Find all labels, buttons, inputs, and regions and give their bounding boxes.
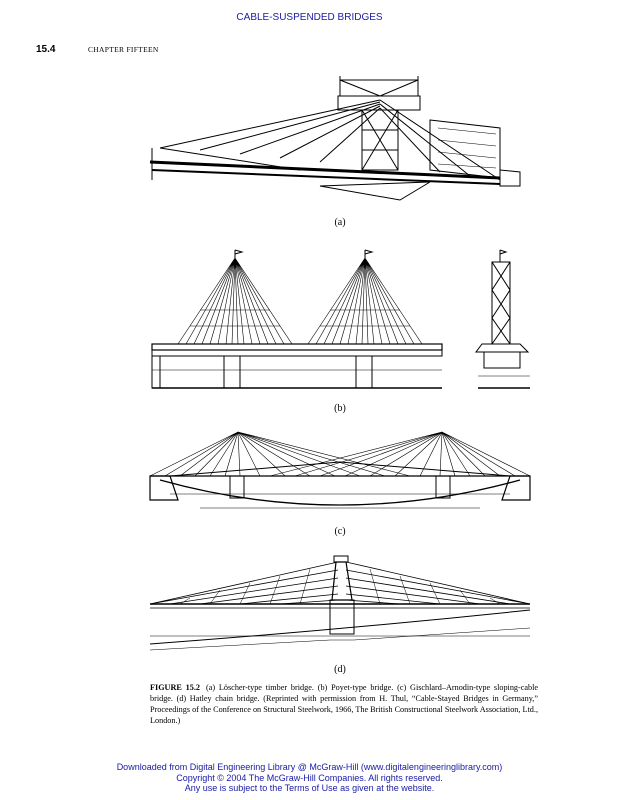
page-number: 15.4	[36, 44, 56, 55]
figure-caption	[150, 682, 538, 726]
figure-b-drawing	[152, 250, 530, 388]
figure-b-label: (b)	[334, 403, 346, 414]
figure-a-label: (a)	[334, 217, 346, 228]
footer-terms: Any use is subject to the Terms of Use as given at the website.	[184, 783, 435, 793]
figure-c-drawing	[150, 432, 530, 508]
chapter-title: CHAPTER FIFTEEN	[88, 45, 159, 54]
figure-c-label: (c)	[334, 526, 346, 537]
footer-copyright: Copyright © 2004 The McGraw-Hill Companies. All rights reserved.	[176, 772, 443, 783]
figure-a-drawing	[150, 76, 520, 200]
figure-caption-text: (a) Löscher-type timber bridge. (b) Poyet-type bridge. (c) Gischlard–Arnodin-type sloping-cable bridge. (d) Hatley chain bridge. (Reprinted with permission from H. Thul, “Cable-Stayed Bridges in Germany,” Proceedings of the Conference on Structural Steelwork, 1966, The British Constructional Steelwork Association, Ltd., London.)	[150, 683, 539, 725]
figure-d-drawing	[150, 556, 530, 650]
running-head: CABLE-SUSPENDED BRIDGES	[236, 12, 383, 23]
figure-d-label: (d)	[334, 664, 346, 675]
footer	[0, 762, 619, 794]
figure-number: FIGURE 15.2	[150, 683, 200, 692]
footer-download-link[interactable]: Downloaded from Digital Engineering Library @ McGraw-Hill (www.digitalengineeringlibrary.com)	[116, 762, 503, 772]
